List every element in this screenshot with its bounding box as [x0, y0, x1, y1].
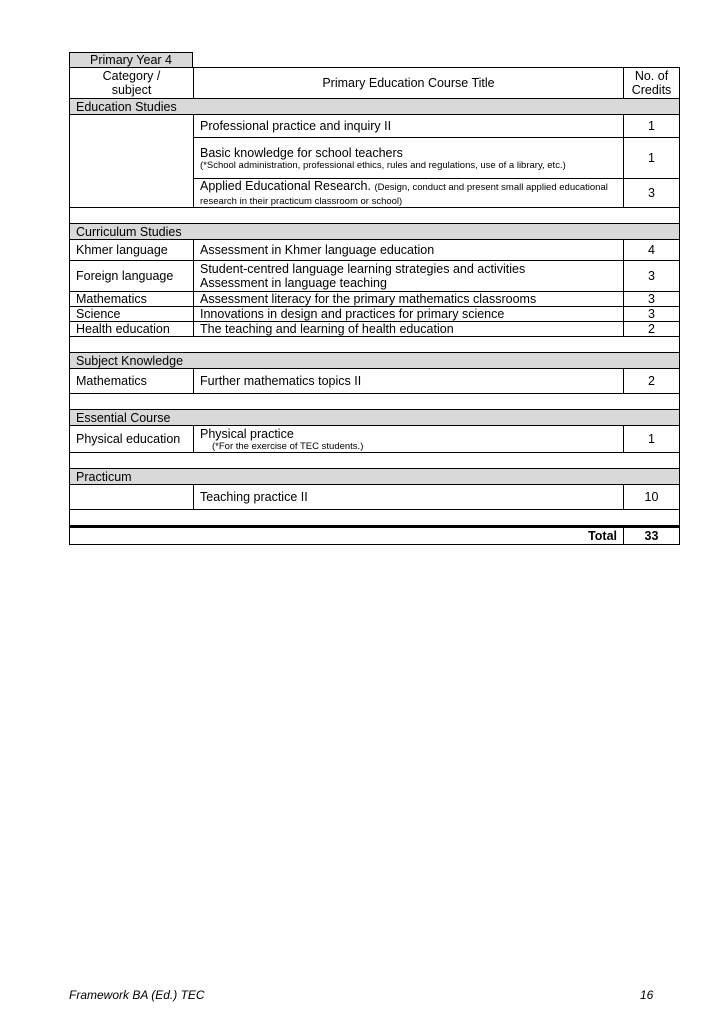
course-note: (*School administration, professional ethics, rules and regulations, use of a library, etc.) [200, 159, 566, 171]
course-title: Basic knowledge for school teachers [200, 145, 403, 160]
course-title: Assessment literacy for the primary mathematics classrooms [194, 292, 624, 307]
section-curriculum-studies: Curriculum Studies [70, 224, 680, 240]
category-cell: Khmer language [70, 240, 194, 261]
category-cell [70, 485, 194, 510]
table-row [70, 240, 680, 261]
section-row [70, 224, 680, 240]
course-title: Innovations in design and practices for primary science [194, 307, 624, 322]
section-row [70, 99, 680, 115]
spacer [70, 453, 680, 469]
course-title: Teaching practice II [194, 485, 624, 510]
course-credits: 10 [624, 485, 680, 510]
header-credits-text: No. of Credits [631, 69, 672, 97]
course-title-cell [194, 426, 624, 453]
course-credits: 1 [624, 115, 680, 138]
course-credits: 1 [624, 426, 680, 453]
header-category-text: Category / subject [102, 69, 161, 97]
course-title: Professional practice and inquiry II [194, 115, 624, 138]
table-row [70, 322, 680, 337]
footer-page-number: 16 [640, 988, 654, 1002]
course-title: Further mathematics topics II [194, 369, 624, 394]
table-row [70, 369, 680, 394]
course-credits: 2 [624, 369, 680, 394]
spacer-row [70, 208, 680, 224]
spacer [70, 394, 680, 410]
table-row [70, 261, 680, 292]
course-table [69, 67, 680, 545]
total-label: Total [70, 527, 624, 545]
course-note: (Design, conduct and present small applied educational research in their practicum classroom or school) [200, 182, 608, 207]
course-credits: 1 [624, 138, 680, 179]
table-row [70, 307, 680, 322]
course-credits: 4 [624, 240, 680, 261]
year-tab: Primary Year 4 [69, 52, 193, 67]
category-cell: Science [70, 307, 194, 322]
spacer [70, 510, 680, 527]
header-credits [624, 68, 680, 99]
course-title: Assessment in Khmer language education [194, 240, 624, 261]
course-title: Student-centred language learning strategies and activities [200, 262, 526, 276]
course-title: Applied Educational Research. [200, 179, 371, 193]
spacer-row [70, 394, 680, 410]
section-row [70, 469, 680, 485]
spacer [70, 208, 680, 224]
section-education-studies: Education Studies [70, 99, 680, 115]
spacer-row [70, 510, 680, 527]
category-cell: Foreign language [70, 261, 194, 292]
table-row [70, 115, 680, 138]
footer-document-title: Framework BA (Ed.) TEC [69, 988, 205, 1002]
section-essential-course: Essential Course [70, 410, 680, 426]
section-practicum: Practicum [70, 469, 680, 485]
course-credits: 3 [624, 292, 680, 307]
table-row [70, 292, 680, 307]
course-title-cell [194, 179, 624, 208]
course-title: The teaching and learning of health education [194, 322, 624, 337]
course-title-cell [194, 138, 624, 179]
header-title: Primary Education Course Title [194, 68, 624, 99]
spacer-row [70, 453, 680, 469]
course-note: (*For the exercise of TEC students.) [212, 440, 364, 452]
course-title-2: Assessment in language teaching [200, 276, 387, 290]
total-row [70, 527, 680, 545]
header-category [70, 68, 194, 99]
category-cell: Mathematics [70, 292, 194, 307]
category-cell: Health education [70, 322, 194, 337]
table-row [70, 485, 680, 510]
section-row [70, 353, 680, 369]
course-title-cell [194, 261, 624, 292]
course-credits: 3 [624, 261, 680, 292]
category-cell: Mathematics [70, 369, 194, 394]
category-cell [70, 115, 194, 208]
table-row [70, 426, 680, 453]
section-row [70, 410, 680, 426]
table-header-row [70, 68, 680, 99]
spacer [70, 337, 680, 353]
course-credits: 3 [624, 307, 680, 322]
course-title: Physical practice [200, 426, 294, 441]
total-value: 33 [624, 527, 680, 545]
spacer-row [70, 337, 680, 353]
course-credits: 2 [624, 322, 680, 337]
course-credits: 3 [624, 179, 680, 208]
category-cell: Physical education [70, 426, 194, 453]
section-subject-knowledge: Subject Knowledge [70, 353, 680, 369]
